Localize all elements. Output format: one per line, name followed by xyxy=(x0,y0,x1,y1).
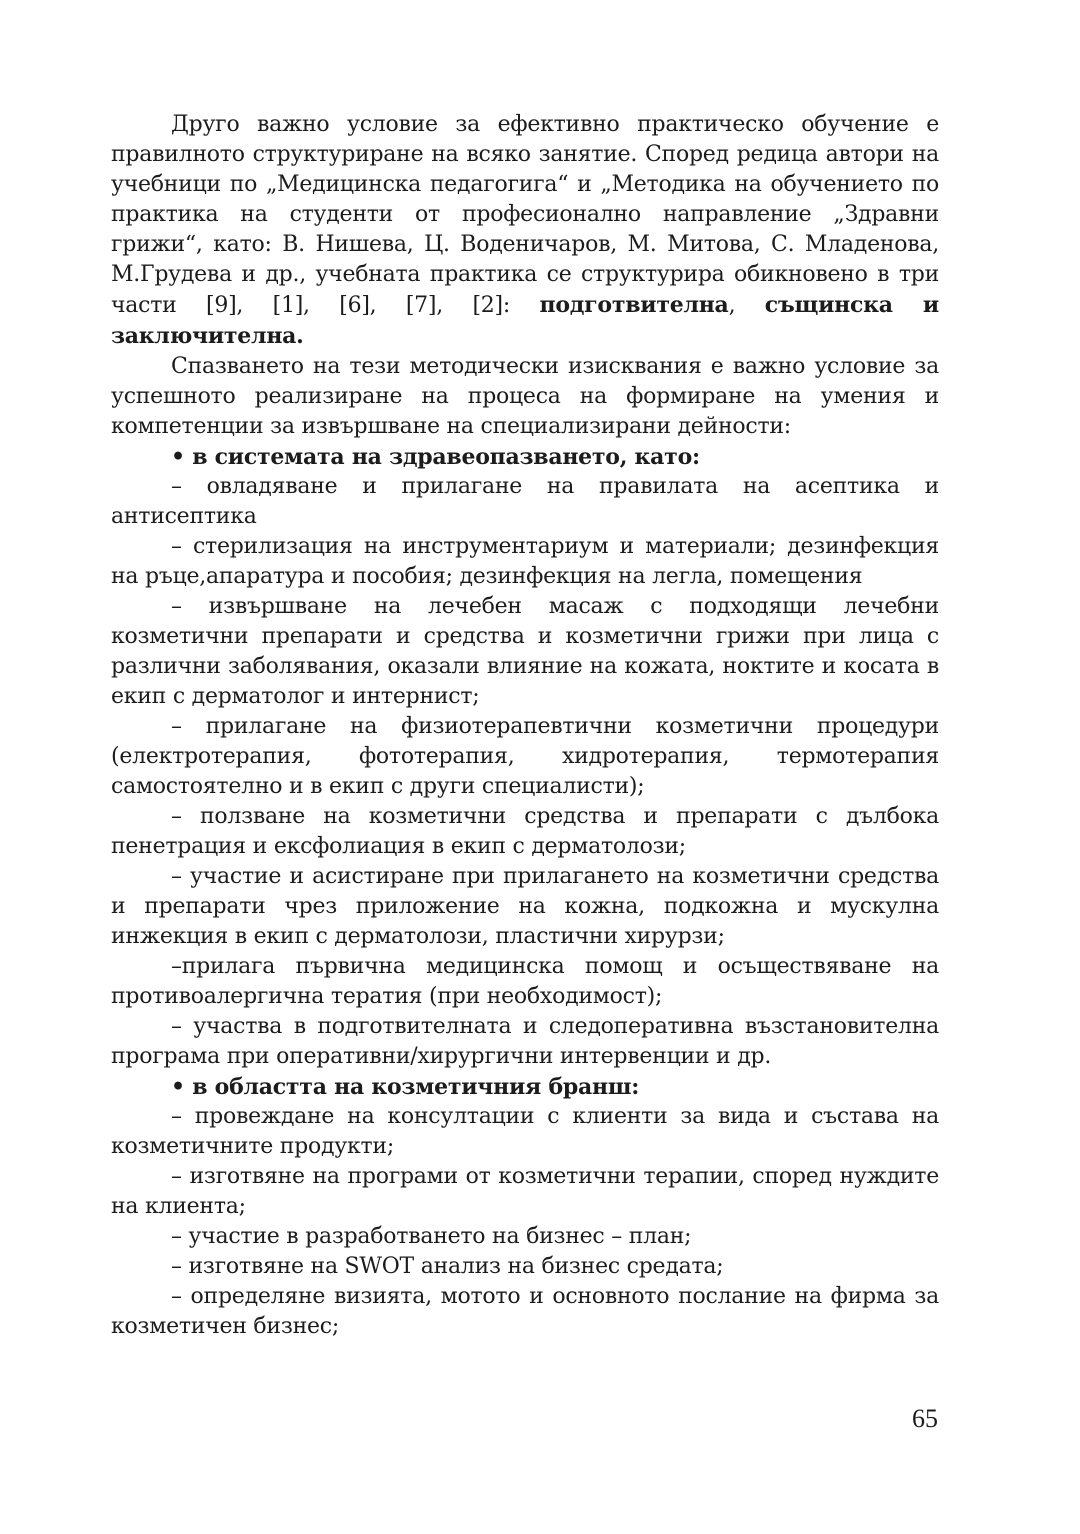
list-item: – провеждане на консултации с клиенти за вида и състава на козметичните продукти; xyxy=(111,1104,939,1159)
list-item: –прилага първична медицинска помощ и осъществяване на противоалергична тератия (при необходимост); xyxy=(111,954,939,1009)
list-item: – ползване на козметични средства и препарати с дълбока пенетрация и ексфолиация в екип с дерматолози; xyxy=(111,804,939,859)
list-item: – стерилизация на инструментариум и материали; дезинфекция на ръце,апаратура и пособия; дезинфекция на легла, помещения xyxy=(111,534,939,589)
paragraph-requirements: Спазването на тези методически изисквания е важно условие за успешното реализиране на процеса на формиране на умения и компетенции за извършване на специализирани дейности: xyxy=(111,354,939,439)
bold-term-main-final: същинска и заключителна. xyxy=(111,292,939,349)
list-item: – извършване на лечебен масаж с подходящи лечебни козметични препарати и средства и козметични грижи при лица с различни заболявания, оказали влияние на кожата, ноктите и косата в екип с дерматолог и интернист; xyxy=(111,594,939,709)
list-item: – определяне визията, мотото и основното послание на фирма за козметичен бизнес; xyxy=(111,1284,939,1339)
list-item: – изготвяне на SWOT анализ на бизнес средата; xyxy=(171,1254,724,1279)
list-item: – участие в разработването на бизнес – план; xyxy=(171,1224,692,1249)
list-item: – овладяване и прилагане на правилата на асептика и антисептика xyxy=(111,474,939,529)
body-text xyxy=(111,110,939,1342)
list-item: – участие и асистиране при прилагането на козметични средства и препарати чрез приложение на кожна, подкожна и мускулна инжекция в екип с дерматолози, пластични хирурзи; xyxy=(111,864,939,949)
list-item: – изготвяне на програми от козметични терапии, според нуждите на клиента; xyxy=(111,1164,939,1219)
section-heading-cosmetics: • в областта на козметичния бранш: xyxy=(171,1074,640,1100)
list-item: – участва в подготвителната и следоперативна възстановителна програма при оперативни/хирургични интервенции и др. xyxy=(111,1014,939,1069)
section-heading-healthcare: • в системата на здравеопазването, като: xyxy=(171,444,700,470)
list-item: – прилагане на физиотерапевтични козметични процедури (електротерапия, фототерапия, хидротерапия, термотерапия самостоятелно и в екип с други специалисти); xyxy=(111,714,939,799)
separator: , xyxy=(728,293,765,318)
bold-term-preparatory: подготвителна xyxy=(539,292,729,318)
paragraph-structure xyxy=(111,110,939,352)
page-number: 65 xyxy=(912,1404,938,1433)
paragraph-structure-text: Друго важно условие за ефективно практическо обучение е правилното структуриране на всяко занятие. Според редица автори на учебници по „Медицинска педагогига“ и „Методика на обучението по практика на студенти от професионално направление „Здравни грижи“, като: В. Нишева, Ц. Воденичаров, М. Митова, С. Младенова, М.Грудева и др., учебната практика се структурира обикновено в три части [9], [1], [6], [7], [2]: xyxy=(111,112,939,318)
